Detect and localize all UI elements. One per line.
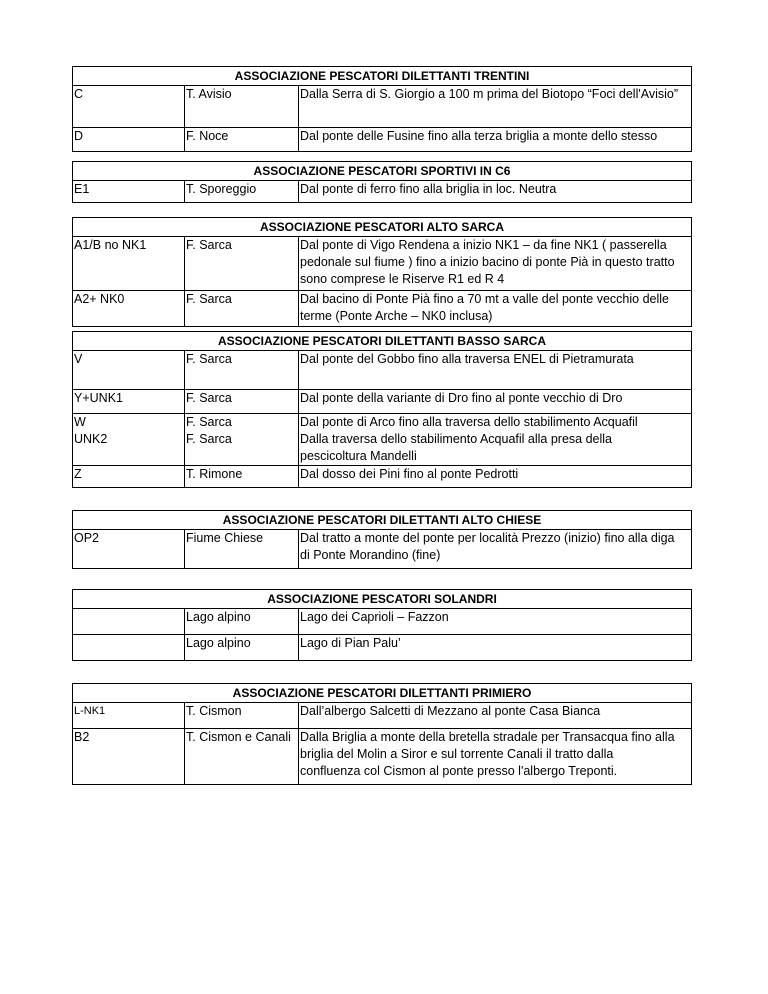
water-body: F. Sarca [186, 431, 232, 446]
water-body: F. Noce [186, 128, 229, 143]
stretch-description: Lago di Pian Palu’ [300, 635, 401, 650]
stretch-description-line: Dalla traversa dello stabilimento Acquafil alla presa della [300, 431, 612, 446]
stretch-table [73, 86, 691, 151]
water-body: T. Rimone [186, 466, 243, 481]
table-row [73, 634, 691, 660]
stretch-description: Dal ponte delle Fusine fino alla terza briglia a monte dello stesso [300, 128, 658, 143]
table-row [73, 290, 691, 326]
water-body-cell [185, 703, 299, 728]
stretch-description: Dalla Serra di S. Giorgio a 100 m prima del Biotopo “Foci dell'Avisio” [300, 87, 679, 101]
stretch-table [73, 609, 691, 660]
water-body-cell [185, 127, 299, 151]
stretch-description-cell [299, 290, 692, 326]
water-body-cell [185, 351, 299, 389]
stretch-description-cell [299, 609, 692, 634]
stretch-table [73, 351, 691, 487]
table-row [73, 127, 691, 151]
stretch-description-line: Dal tratto a monte del ponte per località Prezzo (inizio) fino alla diga [300, 531, 675, 545]
zone-code-cell [73, 634, 185, 660]
stretch-description: Dall’albergo Salcetti di Mezzano al ponte Casa Bianca [300, 704, 601, 718]
association-block-sportivi-c6 [72, 161, 692, 203]
stretch-description-line: Dal ponte di Vigo Rendena a inizio NK1 – da fine NK1 ( passerella [300, 238, 667, 252]
association-block-primiero [72, 683, 692, 785]
water-body: Lago alpino [186, 635, 251, 650]
water-body-cell [185, 181, 299, 202]
water-body-cell [185, 530, 299, 568]
water-body-cell [185, 413, 299, 465]
association-block-alto-sarca [72, 217, 692, 327]
zone-code: A2+ NK0 [74, 291, 125, 306]
stretch-description-line: terme (Ponte Arche – NK0 inclusa) [300, 308, 493, 323]
water-body-cell [185, 634, 299, 660]
stretch-description-line: confluenza col Cismon al ponte presso l'albergo Treponti. [300, 763, 618, 778]
stretch-description: Dal ponte del Gobbo fino alla traversa ENEL di Pietramurata [300, 352, 634, 366]
stretch-description-line: pedonale sul fiume ) fino a inizio bacino di ponte Pià in questo tratto [300, 255, 675, 269]
water-body-cell [185, 609, 299, 634]
stretch-description-line: pescicoltura Mandelli [300, 448, 417, 463]
water-body: T. Cismon [186, 704, 242, 718]
table-row [73, 351, 691, 389]
zone-code-cell [73, 290, 185, 326]
stretch-table [73, 237, 691, 326]
stretch-description-cell [299, 389, 692, 413]
stretch-table [73, 703, 691, 784]
water-body: T. Sporeggio [186, 182, 257, 196]
stretch-description-cell [299, 703, 692, 728]
stretch-description-line: Dal bacino di Ponte Pià fino a 70 mt a valle del ponte vecchio delle [300, 291, 669, 306]
table-row [73, 389, 691, 413]
stretch-description-line: Dalla Briglia a monte della bretella stradale per Transacqua fino alla [300, 729, 675, 744]
table-row [73, 609, 691, 634]
stretch-description-cell [299, 413, 692, 465]
water-body: Lago alpino [186, 610, 251, 624]
stretch-description: Dal ponte di ferro fino alla briglia in loc. Neutra [300, 182, 557, 196]
zone-code: D [74, 128, 84, 143]
stretch-description-cell [299, 127, 692, 151]
water-body-cell [185, 728, 299, 784]
zone-code-cell [73, 86, 185, 127]
zone-code: Y+UNK1 [74, 390, 123, 405]
water-body: F. Sarca [186, 414, 232, 429]
stretch-description: Dal dosso dei Pini fino al ponte Pedrotti [300, 466, 519, 481]
table-row [73, 413, 691, 465]
association-title: ASSOCIAZIONE PESCATORI DILETTANTI TRENTINI [73, 67, 691, 86]
association-block-basso-sarca [72, 331, 692, 488]
table-row [73, 728, 691, 784]
stretch-description: Lago dei Caprioli – Fazzon [300, 610, 449, 624]
water-body-cell [185, 465, 299, 487]
stretch-description-cell [299, 86, 692, 127]
stretch-description-line: Dal ponte di Arco fino alla traversa dello stabilimento Acquafil [300, 414, 638, 429]
zone-code: OP2 [74, 531, 100, 545]
zone-code: UNK2 [74, 431, 108, 446]
zone-code-cell [73, 609, 185, 634]
association-title: ASSOCIAZIONE PESCATORI DILETTANTI BASSO SARCA [73, 332, 691, 351]
stretch-description-cell [299, 728, 692, 784]
stretch-description-line: briglia del Molin a Siror e sul torrente Canali il tratto dalla [300, 746, 614, 761]
association-title: ASSOCIAZIONE PESCATORI SOLANDRI [73, 590, 691, 609]
association-title: ASSOCIAZIONE PESCATORI DILETTANTI PRIMIERO [73, 684, 691, 703]
zone-code-cell [73, 703, 185, 728]
association-title: ASSOCIAZIONE PESCATORI DILETTANTI ALTO CHIESE [73, 511, 691, 530]
zone-code-cell [73, 237, 185, 290]
water-body: F. Sarca [186, 352, 232, 366]
water-body: F. Sarca [186, 291, 232, 306]
table-row [73, 181, 691, 202]
zone-code: A1/B no NK1 [74, 238, 147, 252]
zone-code: W [74, 414, 86, 429]
stretch-description-cell [299, 530, 692, 568]
stretch-description-cell [299, 181, 692, 202]
zone-code: E1 [74, 182, 90, 196]
table-row [73, 530, 691, 568]
water-body-cell [185, 237, 299, 290]
zone-code-cell [73, 181, 185, 202]
zone-code-cell [73, 728, 185, 784]
stretch-description-cell [299, 634, 692, 660]
association-title: ASSOCIAZIONE PESCATORI SPORTIVI IN C6 [73, 162, 691, 181]
stretch-description-cell [299, 351, 692, 389]
water-body-cell [185, 86, 299, 127]
stretch-table [73, 181, 691, 202]
water-body: F. Sarca [186, 238, 232, 252]
zone-code: Z [74, 466, 82, 481]
zone-code-cell [73, 530, 185, 568]
association-block-trentini [72, 66, 692, 152]
water-body: T. Avisio [186, 87, 232, 101]
zone-code-cell [73, 351, 185, 389]
association-title: ASSOCIAZIONE PESCATORI ALTO SARCA [73, 218, 691, 237]
zone-code-cell [73, 127, 185, 151]
zone-code: V [74, 352, 83, 366]
table-row [73, 86, 691, 127]
zone-code: B2 [74, 729, 90, 744]
water-body-cell [185, 389, 299, 413]
table-row [73, 237, 691, 290]
table-row [73, 465, 691, 487]
association-block-solandri [72, 589, 692, 661]
zone-code: L-NK1 [74, 705, 106, 717]
zone-code-cell [73, 465, 185, 487]
stretch-description-cell [299, 465, 692, 487]
zone-code-cell [73, 413, 185, 465]
zone-code: C [74, 87, 84, 101]
stretch-description-cell [299, 237, 692, 290]
zone-code-cell [73, 389, 185, 413]
stretch-description-line: sono comprese le Riserve R1 ed R 4 [300, 272, 505, 286]
stretch-table [73, 530, 691, 568]
water-body-cell [185, 290, 299, 326]
stretch-description-line: di Ponte Morandino (fine) [300, 548, 441, 562]
stretch-description: Dal ponte della variante di Dro fino al ponte vecchio di Dro [300, 390, 623, 405]
water-body: Fiume Chiese [186, 531, 264, 545]
table-row [73, 703, 691, 728]
association-block-alto-chiese [72, 510, 692, 569]
water-body: T. Cismon e Canali [186, 729, 291, 744]
water-body: F. Sarca [186, 390, 232, 405]
